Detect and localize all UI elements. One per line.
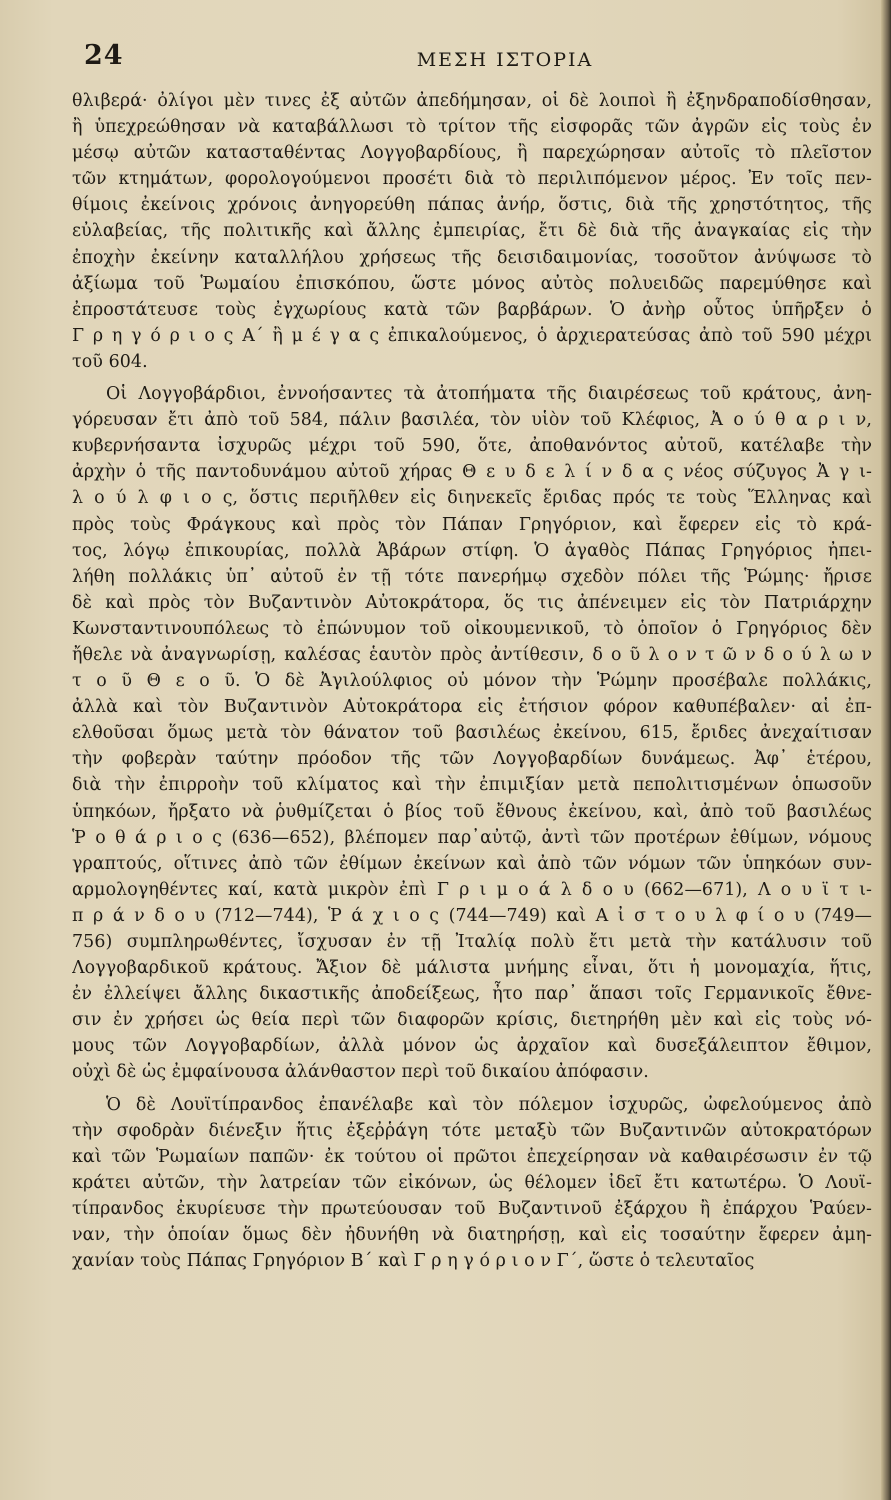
text-line: θλιβερά· ὀλίγοι μὲν τινες ἐξ αὐτῶν ἀπεδήμησαν, οἱ δὲ λοιποὶ ἢ ἐξηνδραποδίσθησαν, — [72, 91, 872, 111]
text-line: Γ ρ η γ ό ρ ι ο ς Α΄ ἢ μ έ γ α ς ἐπικαλούμενος, ὁ ἀρχιερατεύσας ἀπὸ τοῦ 590 μέχρι — [72, 325, 872, 346]
text-line: Ῥ ο θ ά ρ ι ο ς (636—652), βλέπομεν παρ᾽αὐτῷ, ἀντὶ τῶν προτέρων ἐθίμων, νόμους — [72, 827, 872, 848]
text-line: λήθη πολλάκις ὑπ᾽ αὐτοῦ ἐν τῇ τότε πανερήμῳ σχεδὸν πόλει τῆς Ῥώμης· ἤρισε — [72, 566, 872, 587]
text-line: ἢ ὑπεχρεώθησαν νὰ καταβάλλωσι τὸ τρίτον τῆς εἰσφορᾶς τῶν ἀγρῶν εἰς τοὺς ἐν — [72, 117, 872, 138]
page-number: 24 — [84, 40, 124, 71]
text-line: πρὸς τοὺς Φράγκους καὶ πρὸς τὸν Πάπαν Γρηγόριον, καὶ ἔφερεν εἰς τὸ κρά- — [72, 514, 872, 535]
text-line: ἐν ἐλλείψει ἄλλης δικαστικῆς ἀποδείξεως, ἦτο παρ᾽ ἅπασι τοῖς Γερμανικοῖς ἔθνε- — [72, 984, 872, 1005]
text-line: τὴν φοβερὰν ταύτην πρόοδον τῆς τῶν Λογγοβαρδίων δυνάμεως. Ἀφ᾽ ἑτέρου, — [72, 749, 872, 770]
text-line: καὶ τῶν Ῥωμαίων παπῶν· ἐκ τούτου οἱ πρῶτοι ἐπεχείρησαν νὰ καθαιρέσωσιν ἐν τῷ — [72, 1146, 872, 1167]
text-line: δὲ καὶ πρὸς τὸν Βυζαντινὸν Αὐτοκράτορα, ὅς τις ἀπένειμεν εἰς τὸν Πατριάρχην — [72, 592, 872, 613]
text-line: γραπτούς, οἵτινες ἀπὸ τῶν ἐθίμων ἐκείνων καὶ ἀπὸ τῶν νόμων τῶν ὑπηκόων συν- — [72, 853, 872, 874]
text-line: ἤθελε νὰ ἀναγνωρίσῃ, καλέσας ἑαυτὸν πρὸς ἀντίθεσιν, δ ο ῦ λ ο ν τ ῶ ν δ ο ύ λ ω ν — [72, 644, 872, 665]
paragraph — [72, 1092, 872, 1275]
text-line: ελθοῦσαι ὅμως μετὰ τὸν θάνατον τοῦ βασιλέως ἐκείνου, 615, ἔριδες ἀνεχαίτισαν — [72, 723, 872, 744]
paragraph — [72, 381, 872, 1086]
text-line: π ρ ά ν δ ο υ (712—744), Ῥ ά χ ι ο ς (744—749) καὶ Α ἰ σ τ ο υ λ φ ί ο υ (749— — [72, 905, 872, 926]
text-line: Οἱ Λογγοβάρδιοι, ἐννοήσαντες τὰ ἀτοπήματα τῆς διαιρέσεως τοῦ κράτους, ἀνη- — [106, 384, 872, 405]
text-line: ἀξίωμα τοῦ Ῥωμαίου ἐπισκόπου, ὥστε μόνος αὐτὸς πολυειδῶς παρεμύθησε καὶ — [72, 273, 872, 294]
text-line: κυβερνήσαντα ἰσχυρῶς μέχρι τοῦ 590, ὅτε, ἀποθανόντος αὐτοῦ, κατέλαβε τὴν — [72, 436, 872, 457]
text-line: Κωνσταντινουπόλεως τὸ ἐπώνυμον τοῦ οἰκουμενικοῦ, τὸ ὁποῖον ὁ Γρηγόριος δὲν — [72, 618, 872, 639]
text-line: ἀλλὰ καὶ τὸν Βυζαντινὸν Αὐτοκράτορα εἰς ἐτήσιον φόρον καθυπέβαλεν· αἱ ἐπ- — [72, 697, 872, 718]
text-line: μέσῳ αὐτῶν κατασταθέντας Λογγοβαρδίους, ἢ παρεχώρησαν αὐτοῖς τὸ πλεῖστον — [72, 143, 872, 164]
text-line: διὰ τὴν ἐπιρροὴν τοῦ κλίματος καὶ τὴν ἐπιμιξίαν μετὰ πεπολιτισμένων ὁπωσοῦν — [72, 775, 872, 796]
page-edge-shadow — [881, 0, 891, 1500]
text-line: ἐπροστάτευσε τοὺς ἐγχωρίους κατὰ τῶν βαρβάρων. Ὁ ἀνὴρ οὗτος ὑπῆρξεν ὁ — [72, 299, 872, 320]
text-line: χανίαν τοὺς Πάπας Γρηγόριον Β΄ καὶ Γ ρ η γ ό ρ ι ο ν Γ΄, ὥστε ὁ τελευταῖος — [72, 1251, 755, 1272]
text-line: ἐποχὴν ἐκείνην καταλλήλου χρήσεως τῆς δεισιδαιμονίας, τοσοῦτον ἀνύψωσε τὸ — [72, 247, 872, 268]
text-line: εὐλαβείας, τῆς πολιτικῆς καὶ ἄλλης ἐμπειρίας, ἔτι δὲ διὰ τῆς ἀναγκαίας εἰς τὴν — [72, 221, 872, 242]
paragraph — [72, 88, 872, 375]
text-line: ἀρχὴν ὁ τῆς παντοδυνάμου αὐτοῦ χήρας Θ ε υ δ ε λ ί ν δ α ς νέος σύζυγος Ἀ γ ι- — [72, 462, 872, 483]
text-line: Ὁ δὲ Λουϊτίπρανδος ἐπανέλαβε καὶ τὸν πόλεμον ἰσχυρῶς, ὠφελούμενος ἀπὸ — [106, 1094, 872, 1115]
text-line: τος, λόγῳ ἐπικουρίας, πολλὰ Ἀβάρων στίφη. Ὁ ἀγαθὸς Πάπας Γρηγόριος ἠπει- — [72, 540, 872, 561]
text-line: λ ο ύ λ φ ι ο ς, ὅστις περιῆλθεν εἰς διηνεκεῖς ἔριδας πρός τε τοὺς Ἕλληνας καὶ — [72, 488, 872, 509]
text-line: τ ο ῦ Θ ε ο ῦ. Ὁ δὲ Ἀγιλούλφιος οὐ μόνον τὴν Ῥώμην προσέβαλε πολλάκις, — [72, 671, 872, 692]
text-line: θίμοις ἐκείνοις χρόνοις ἀνηγορεύθη πάπας ἀνήρ, ὅστις, διὰ τῆς χρηστότητος, τῆς — [72, 195, 872, 216]
running-head: ΜΕΣΗ ΙΣΤΟΡΙΑ — [416, 49, 594, 71]
text-line: μους τῶν Λογγοβαρδίων, ἀλλὰ μόνον ὡς ἀρχαῖον καὶ δυσεξάλειπτον ἔθιμον, — [72, 1036, 872, 1057]
text-line: οὐχὶ δὲ ὡς ἐμφαίνουσα ἀλάνθαστον περὶ τοῦ δικαίου ἀπόφασιν. — [72, 1062, 649, 1083]
body-text — [72, 88, 872, 1274]
text-line: ὑπηκόων, ἤρξατο νὰ ῥυθμίζεται ὁ βίος τοῦ ἔθνους ἐκείνου, καὶ, ἀπὸ τοῦ βασιλέως — [72, 801, 872, 822]
text-line: τῶν κτημάτων, φορολογούμενοι προσέτι διὰ τὸ περιλιπόμενον μέρος. Ἐν τοῖς πεν- — [72, 169, 872, 190]
text-line: 756) συμπληρωθέντες, ἴσχυσαν ἐν τῇ Ἰταλίᾳ πολὺ ἔτι μετὰ τὴν κατάλυσιν τοῦ — [72, 932, 872, 952]
text-line: τὴν σφοδρὰν διένεξιν ἥτις ἐξεῤῥάγη τότε μεταξὺ τῶν Βυζαντινῶν αὐτοκρατόρων — [72, 1120, 872, 1141]
page-header — [84, 40, 866, 80]
text-line: σιν ἐν χρήσει ὡς θεία περὶ τῶν διαφορῶν κρίσις, διετηρήθη μὲν καὶ εἰς τοὺς νό- — [72, 1010, 872, 1031]
text-line: τίπρανδος ἐκυρίευσε τὴν πρωτεύουσαν τοῦ Βυζαντινοῦ ἐξάρχου ἢ ἐπάρχου Ῥαύεν- — [72, 1198, 872, 1219]
text-line: κράτει αὐτῶν, τὴν λατρείαν τῶν εἰκόνων, ὡς θέλομεν ἰδεῖ ἔτι κατωτέρω. Ὁ Λουϊ- — [72, 1172, 872, 1193]
text-line: τοῦ 604. — [72, 351, 148, 372]
text-line: Λογγοβαρδικοῦ κράτους. Ἄξιον δὲ μάλιστα μνήμης εἶναι, ὅτι ἡ μονομαχία, ἥτις, — [72, 958, 872, 979]
text-line: γόρευσαν ἔτι ἀπὸ τοῦ 584, πάλιν βασιλέα, τὸν υἱὸν τοῦ Κλέφιος, Ἀ ο ύ θ α ρ ι ν, — [72, 410, 872, 431]
text-line: αρμολογηθέντες καί, κατὰ μικρὸν ἐπὶ Γ ρ ι μ ο ά λ δ ο υ (662—671), Λ ο υ ϊ τ ι- — [72, 879, 872, 900]
text-line: ναν, τὴν ὁποίαν ὅμως δὲν ἠδυνήθη νὰ διατηρήσῃ, καὶ εἰς τοσαύτην ἔφερεν ἀμη- — [72, 1225, 872, 1246]
